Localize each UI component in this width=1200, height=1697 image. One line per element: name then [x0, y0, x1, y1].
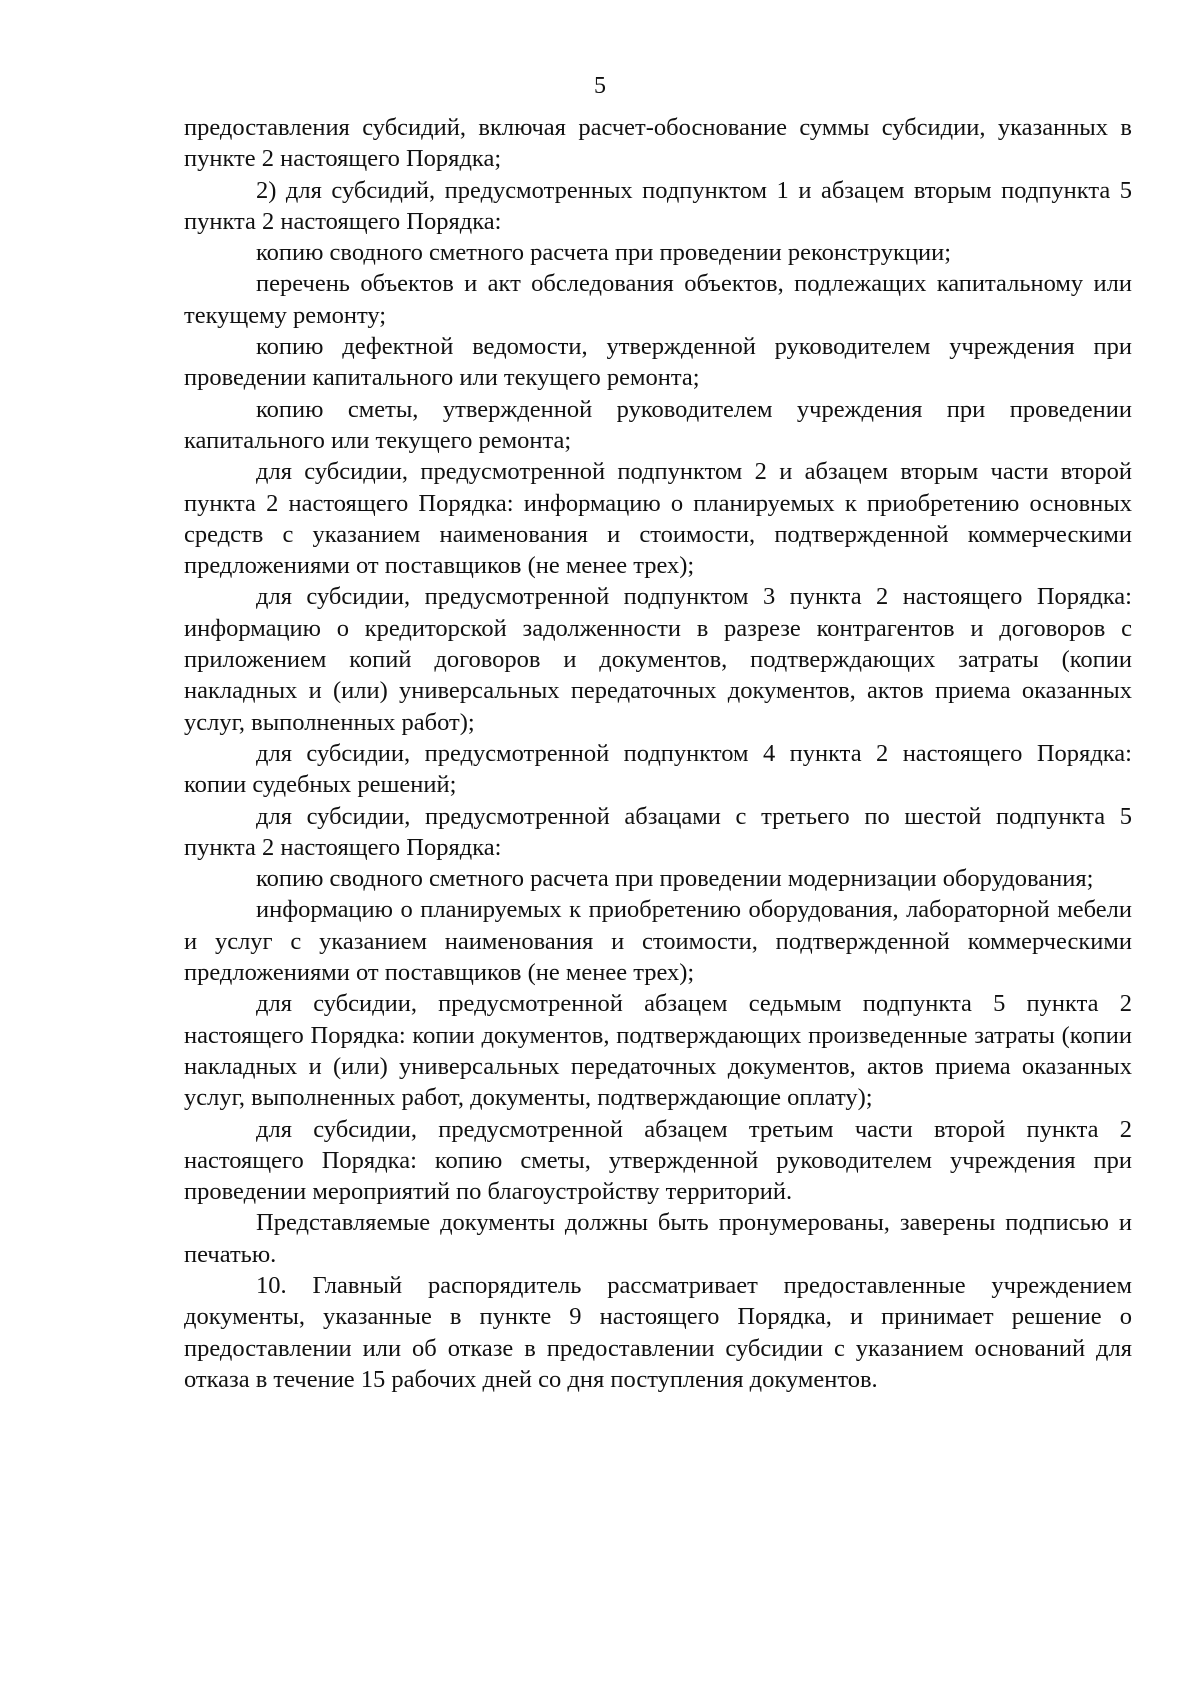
paragraph: для субсидии, предусмотренной абзацем третьим части второй пункта 2 настоящего Порядка: копию сметы, утвержденной руководителем учреждения при проведении мероприятий по благоустройству территорий. — [184, 1115, 1132, 1206]
paragraph: предоставления субсидий, включая расчет-обоснование суммы субсидии, указанных в пункте 2 настоящего Порядка; — [184, 114, 1132, 173]
paragraph: Представляемые документы должны быть пронумерованы, заверены подписью и печатью. — [184, 1209, 1132, 1268]
paragraph: копию дефектной ведомости, утвержденной руководителем учреждения при проведении капитального или текущего ремонта; — [184, 333, 1132, 392]
paragraph: для субсидии, предусмотренной абзацем седьмым подпункта 5 пункта 2 настоящего Порядка: копии документов, подтверждающих произведенные затраты (копии накладных и (или) универсальных передаточных документов, актов приема оказанных услуг, выполненных работ, документы, подтверждающие оплату); — [184, 990, 1132, 1112]
paragraph: 10. Главный распорядитель рассматривает предоставленные учреждением документы, указанные в пункте 9 настоящего Порядка, и принимает решение о предоставлении или об отказе в предоставлении субсидии с указанием оснований для отказа в течение 15 рабочих дней со дня поступления документов. — [184, 1271, 1132, 1393]
page-number: 5 — [594, 73, 606, 99]
paragraph: для субсидии, предусмотренной подпунктом 2 и абзацем вторым части второй пункта 2 настоящего Порядка: информацию о планируемых к приобретению основных средств с указанием наименования и стоимости, подтвержденной коммерческими предложениями от поставщиков (не менее трех); — [184, 458, 1132, 580]
paragraph: для субсидии, предусмотренной подпунктом 4 пункта 2 настоящего Порядка: копии судебных решений; — [184, 739, 1132, 799]
paragraph: информацию о планируемых к приобретению оборудования, лабораторной мебели и услуг с указанием наименования и стоимости, подтвержденной коммерческими предложениями от поставщиков (не менее трех); — [184, 896, 1132, 987]
paragraph: 2) для субсидий, предусмотренных подпунктом 1 и абзацем вторым подпункта 5 пункта 2 настоящего Порядка: — [184, 176, 1132, 235]
paragraph: копию сводного сметного расчета при проведении реконструкции; — [256, 239, 952, 267]
paragraph: копию сводного сметного расчета при проведении модернизации оборудования; — [256, 865, 1094, 893]
paragraph: для субсидии, предусмотренной абзацами с третьего по шестой подпункта 5 пункта 2 настоящего Порядка: — [184, 802, 1132, 861]
paragraph: копию сметы, утвержденной руководителем учреждения при проведении капитального или текущего ремонта; — [184, 395, 1132, 454]
paragraph: для субсидии, предусмотренной подпунктом 3 пункта 2 настоящего Порядка: информацию о кредиторской задолженности в разрезе контрагентов и договоров с приложением копий договоров и документов, подтверждающих затраты (копии накладных и (или) универсальных передаточных документов, актов приема оказанных услуг, выполненных работ); — [184, 583, 1132, 736]
paragraph: перечень объектов и акт обследования объектов, подлежащих капитальному или текущему ремонту; — [184, 270, 1132, 329]
document-body — [184, 112, 1132, 1395]
